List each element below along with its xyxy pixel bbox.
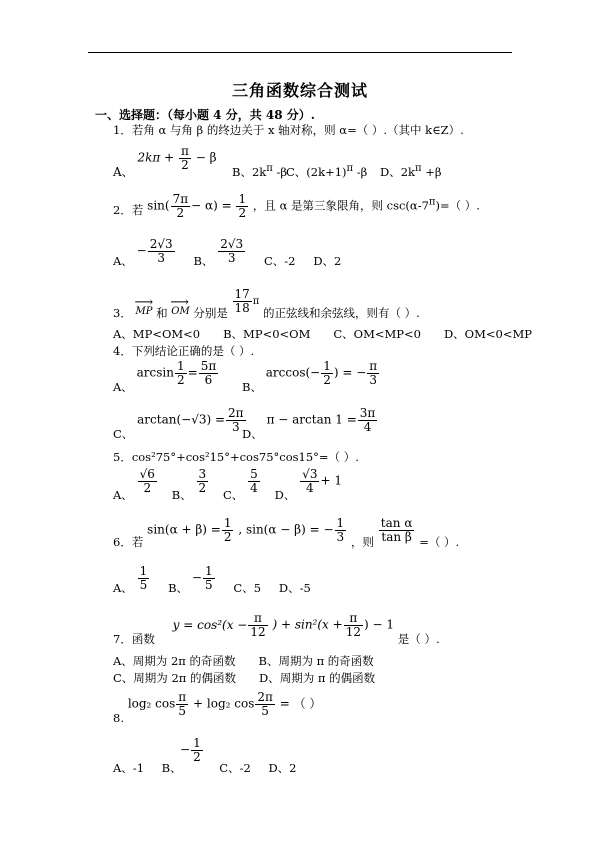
q7-options-cd: C、周期为 2π 的偶函数 D、周期为 π 的偶函数 xyxy=(113,671,376,685)
q3-options: A、MP<OM<0 B、MP<0<OM C、OM<MP<0 D、OM<0<MP xyxy=(113,327,532,341)
page-title: 三角函数综合测试 xyxy=(231,81,368,100)
q6-stem: 6．若 sin(α + β) = $\frac{1}{2}$ , sin(α − β) = − $\frac{1}{3}$ ，则 $\frac{\text{tan α}}{\text{tan β}}$ =（ ）. xyxy=(113,516,460,549)
q7-stem: 7．函数 y = cos²(x − $\frac{\pi}{12}$ ) + sin²(x + $\frac{\pi}{12}$ ) − 1 是（ ）. xyxy=(113,611,440,646)
q7-options-ab: A、周期为 2π 的奇函数 B、周期为 π 的奇函数 xyxy=(113,654,374,668)
q8-options: A、-1 B、 C、-2 D、2 xyxy=(113,761,297,775)
q4-option-a: A、 arcsin $\frac{1}{2}$ = $\frac{5\pi}{6}$ xyxy=(113,359,217,394)
q1-option-d: D、$2k^\pi +\beta$ xyxy=(380,163,442,179)
q4-stem: 4．下列结论正确的是（ ）. xyxy=(113,344,255,358)
section-heading: 一、选择题：（每小题 4 分，共 48 分）. xyxy=(95,108,315,122)
q2-options: A、 − $\frac{2√3}{3}$ B、 $\frac{2√3}{3}$ C、-2 D、2 xyxy=(113,237,342,268)
q1-option-a: A、 2kπ + $\frac{\pi}{2}$ − β xyxy=(113,144,217,179)
q6-options: A、 $\frac{1}{5}$ B、 − $\frac{1}{5}$ C、5 D、-5 xyxy=(113,564,311,595)
q8-option-b-value: − $\frac{1}{2}$ xyxy=(180,736,201,764)
top-rule xyxy=(88,52,512,53)
q3-stem: 3． ⟶ MP 和 ⟶ OM 分别是 $\frac{17}{18}$ π 的正弦线和余弦线，则有（ ）. xyxy=(113,288,420,314)
q5-options: A、 $\frac{√6}{2}$ B、 $\frac{3}{2}$ C、 $\frac{5}{4}$ D、 $\frac{√3}{4}$ + 1 xyxy=(113,467,342,502)
q5-stem: 5．cos²75°+cos²15°+cos75°cos15°=（ ）. xyxy=(113,450,359,464)
q8-stem: 8. log₂ cos $\frac{\pi}{5}$ + log₂ cos $\frac{2\pi}{5}$ = （ ） xyxy=(113,690,322,725)
q2-stem: 2．若 sin( $\frac{7\pi}{2}$ − α) = $\frac{1}{2}$ ，且 α 是第三象限角，则 $\csc(\alpha-7^\pi)=$（ ）. xyxy=(113,192,480,220)
q1-option-c: C、$(2k+1)^\pi$ -β xyxy=(286,163,368,179)
q4-option-d: D、 π − arctan 1 = $\frac{3\pi}{4}$ xyxy=(242,406,376,441)
q1-stem: 1．若角 α 与角 β 的终边关于 x 轴对称，则 α=（ ）.（其中 k∈Z）. xyxy=(113,123,464,137)
q4-option-c: C、 arctan(−√3) = $\frac{2\pi}{3}$ xyxy=(113,406,244,441)
q1-option-b: B、$2k^\pi$ -β xyxy=(232,163,288,179)
q4-option-b: B、 arccos(− $\frac{1}{2}$ ) = − $\frac{\pi}{3}$ xyxy=(242,359,378,394)
